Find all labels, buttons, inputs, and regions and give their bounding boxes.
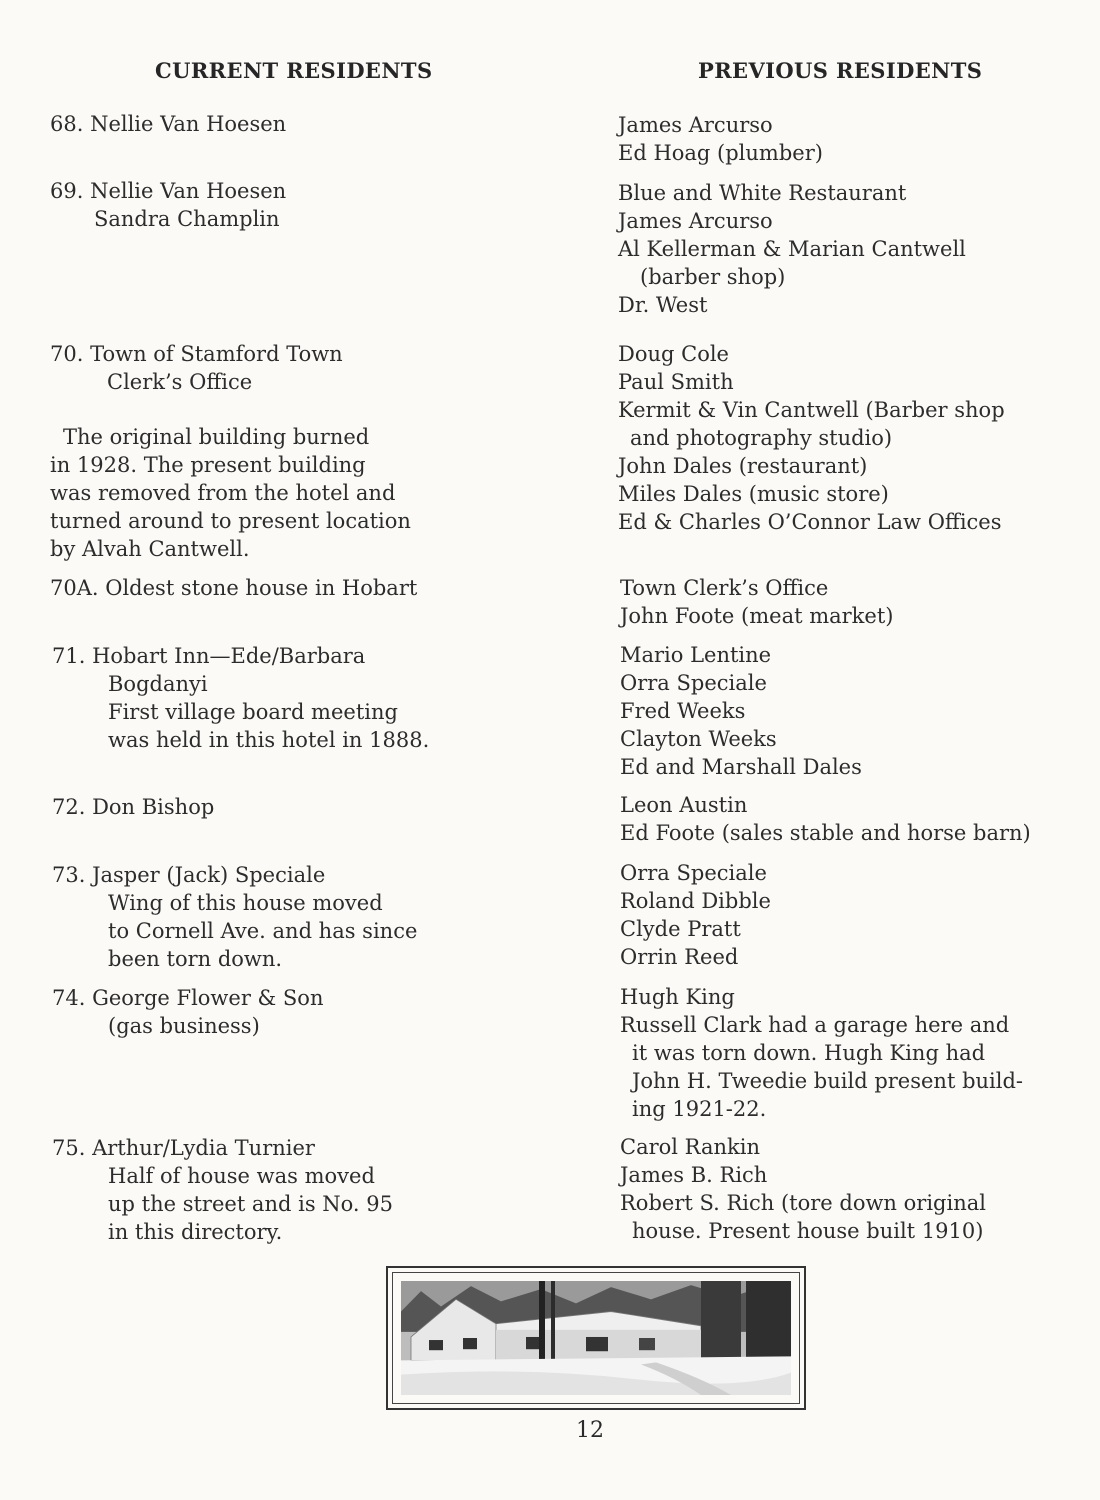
previous-line: Doug Cole xyxy=(618,342,729,366)
previous-line: Leon Austin xyxy=(620,793,748,817)
entry-70a-current xyxy=(50,574,417,602)
current-line: Half of house was moved xyxy=(108,1164,375,1188)
previous-line: and photography studio) xyxy=(630,426,893,450)
previous-line: ing 1921-22. xyxy=(632,1097,767,1121)
entry-69-current xyxy=(50,177,286,233)
previous-line: Orra Speciale xyxy=(620,861,767,885)
previous-line: Blue and White Restaurant xyxy=(618,181,907,205)
header-previous-residents: PREVIOUS RESIDENTS xyxy=(698,58,983,83)
entry-75-current xyxy=(52,1134,393,1246)
current-line: 68. Nellie Van Hoesen xyxy=(50,112,287,136)
entry-70-current xyxy=(50,340,343,396)
header-current-residents: CURRENT RESIDENTS xyxy=(155,58,433,83)
previous-line: Orrin Reed xyxy=(620,945,739,969)
previous-line: John Foote (meat market) xyxy=(620,604,894,628)
entry-71-previous xyxy=(620,641,862,781)
previous-line: (barber shop) xyxy=(640,265,786,289)
current-line: Wing of this house moved xyxy=(108,891,383,915)
current-line: First village board meeting xyxy=(108,700,398,724)
entry-70-note xyxy=(50,423,411,563)
current-line: 74. George Flower & Son xyxy=(52,986,324,1010)
current-line: to Cornell Ave. and has since xyxy=(108,919,418,943)
entry-72-previous xyxy=(620,791,1031,847)
previous-line: Roland Dibble xyxy=(620,889,771,913)
previous-line: Kermit & Vin Cantwell (Barber shop xyxy=(618,398,1005,422)
previous-line: Hugh King xyxy=(620,985,735,1009)
note-line: turned around to present location xyxy=(50,509,411,533)
current-line: 69. Nellie Van Hoesen xyxy=(50,179,287,203)
entry-71-current xyxy=(52,642,429,754)
entry-70a-previous xyxy=(620,574,893,630)
previous-line: John Dales (restaurant) xyxy=(618,454,868,478)
previous-line: Ed Foote (sales stable and horse barn) xyxy=(620,821,1031,845)
current-line: (gas business) xyxy=(108,1014,260,1038)
house-photo xyxy=(401,1281,791,1395)
snowy-house-illustration xyxy=(401,1281,791,1395)
previous-line: it was torn down. Hugh King had xyxy=(632,1041,986,1065)
current-line: 71. Hobart Inn—Ede/Barbara xyxy=(52,644,366,668)
current-line: Bogdanyi xyxy=(108,672,208,696)
current-line: 75. Arthur/Lydia Turnier xyxy=(52,1136,315,1160)
previous-line: Clyde Pratt xyxy=(620,917,741,941)
photo-border xyxy=(392,1272,800,1404)
current-line: 73. Jasper (Jack) Speciale xyxy=(52,863,326,887)
previous-line: Mario Lentine xyxy=(620,643,772,667)
previous-line: Town Clerk’s Office xyxy=(620,576,829,600)
current-line: Sandra Champlin xyxy=(94,207,280,231)
entry-73-current xyxy=(52,861,417,973)
previous-line: Paul Smith xyxy=(618,370,734,394)
note-line: in 1928. The present building xyxy=(50,453,366,477)
previous-line: James Arcurso xyxy=(618,209,773,233)
current-line: in this directory. xyxy=(108,1220,283,1244)
current-line: 70. Town of Stamford Town xyxy=(50,342,343,366)
previous-line: James B. Rich xyxy=(620,1163,768,1187)
previous-line: John H. Tweedie build present build- xyxy=(632,1069,1024,1093)
current-line: 72. Don Bishop xyxy=(52,795,215,819)
entry-75-previous xyxy=(620,1133,986,1245)
previous-line: James Arcurso xyxy=(618,113,773,137)
previous-line: Miles Dales (music store) xyxy=(618,482,889,506)
entry-68-previous xyxy=(618,111,823,167)
previous-line: house. Present house built 1910) xyxy=(632,1219,984,1243)
entry-69-previous xyxy=(618,179,966,319)
current-line: been torn down. xyxy=(108,947,283,971)
photo-frame xyxy=(386,1266,806,1410)
entry-73-previous xyxy=(620,859,771,971)
previous-line: Robert S. Rich (tore down original xyxy=(620,1191,986,1215)
note-line: The original building burned xyxy=(63,425,370,449)
current-line: up the street and is No. 95 xyxy=(108,1192,393,1216)
current-line: was held in this hotel in 1888. xyxy=(108,728,430,752)
previous-line: Orra Speciale xyxy=(620,671,767,695)
current-line: 70A. Oldest stone house in Hobart xyxy=(50,576,418,600)
note-line: by Alvah Cantwell. xyxy=(50,537,250,561)
current-line: Clerk’s Office xyxy=(107,370,253,394)
previous-line: Russell Clark had a garage here and xyxy=(620,1013,1010,1037)
entry-70-previous xyxy=(618,340,1005,536)
previous-line: Ed Hoag (plumber) xyxy=(618,141,823,165)
previous-line: Fred Weeks xyxy=(620,699,746,723)
previous-line: Al Kellerman & Marian Cantwell xyxy=(618,237,966,261)
entry-68-current xyxy=(50,110,286,138)
previous-line: Carol Rankin xyxy=(620,1135,760,1159)
entry-72-current xyxy=(52,793,214,821)
note-line: was removed from the hotel and xyxy=(50,481,396,505)
entry-74-current xyxy=(52,984,323,1040)
previous-line: Clayton Weeks xyxy=(620,727,777,751)
page-number: 12 xyxy=(576,1418,604,1443)
previous-line: Ed & Charles O’Connor Law Offices xyxy=(618,510,1002,534)
entry-74-previous xyxy=(620,983,1023,1123)
previous-line: Ed and Marshall Dales xyxy=(620,755,862,779)
previous-line: Dr. West xyxy=(618,293,708,317)
